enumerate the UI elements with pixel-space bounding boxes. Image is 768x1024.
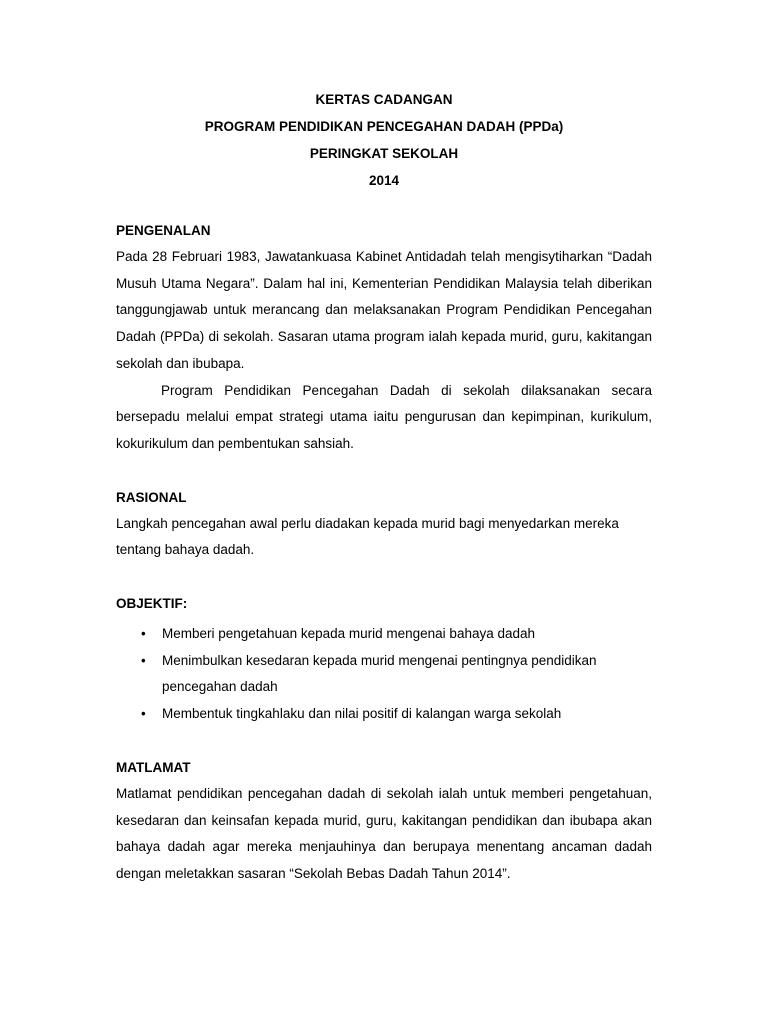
bullet-icon: •: [141, 706, 146, 722]
document-title-block: [116, 86, 652, 194]
list-item-text: Memberi pengetahuan kepada murid mengenai bahaya dadah: [162, 626, 536, 642]
paragraph: Program Pendidikan Pencegahan Dadah di sekolah dilaksanakan secara bersepadu melalui empat strategi utama iaitu pengurusan dan kepimpinan, kurikulum, kokurikulum dan pembentukan sahsiah.: [116, 382, 652, 451]
document-page: [116, 86, 652, 914]
section-rasional: [116, 484, 652, 564]
bullet-icon: •: [141, 652, 146, 668]
list-item: [116, 621, 652, 648]
section-heading: OBJEKTIF:: [116, 596, 188, 612]
section-heading: MATLAMAT: [116, 759, 191, 775]
paragraph: Matlamat pendidikan pencegahan dadah di sekolah ialah untuk memberi pengetahuan, kesedaran dan keinsafan kepada murid, guru, kakitangan pendidikan dan ibubapa akan bahaya dadah agar mereka menjauhinya dan berupaya menentang ancaman dadah dengan meletakkan sasaran “Sekolah Bebas Dadah Tahun 2014”.: [116, 785, 652, 881]
list-item-text: Membentuk tingkahlaku dan nilai positif di kalangan warga sekolah: [162, 706, 562, 722]
list-item: [116, 701, 652, 728]
paragraph: Pada 28 Februari 1983, Jawatankuasa Kabinet Antidadah telah mengisytiharkan “Dadah Musuh Utama Negara”. Dalam hal ini, Kementerian Pendidikan Malaysia telah diberikan tanggungjawab untuk merancang dan melaksanakan Program Pendidikan Pencegahan Dadah (PPDa) di sekolah. Sasaran utama program ialah kepada murid, guru, kakitangan sekolah dan ibubapa.: [116, 249, 652, 371]
bullet-icon: •: [141, 626, 146, 642]
title-line-2: PROGRAM PENDIDIKAN PENCEGAHAN DADAH (PPDa): [204, 119, 564, 134]
section-heading: RASIONAL: [116, 489, 187, 505]
title-line-3: PERINGKAT SEKOLAH: [309, 146, 459, 161]
objective-list: [116, 621, 652, 728]
list-item: [116, 648, 652, 701]
paragraph: Langkah pencegahan awal perlu diadakan kepada murid bagi menyedarkan mereka tentang bahaya dadah.: [116, 515, 619, 558]
section-matlamat: [116, 754, 652, 888]
list-item-text: Menimbulkan kesedaran kepada murid mengenai pentingnya pendidikan pencegahan dadah: [162, 652, 597, 695]
section-objektif: [116, 590, 652, 728]
section-heading: PENGENALAN: [116, 223, 211, 238]
section-pengenalan: [116, 217, 652, 458]
title-line-1: KERTAS CADANGAN: [315, 92, 453, 107]
title-line-4: 2014: [368, 173, 400, 188]
